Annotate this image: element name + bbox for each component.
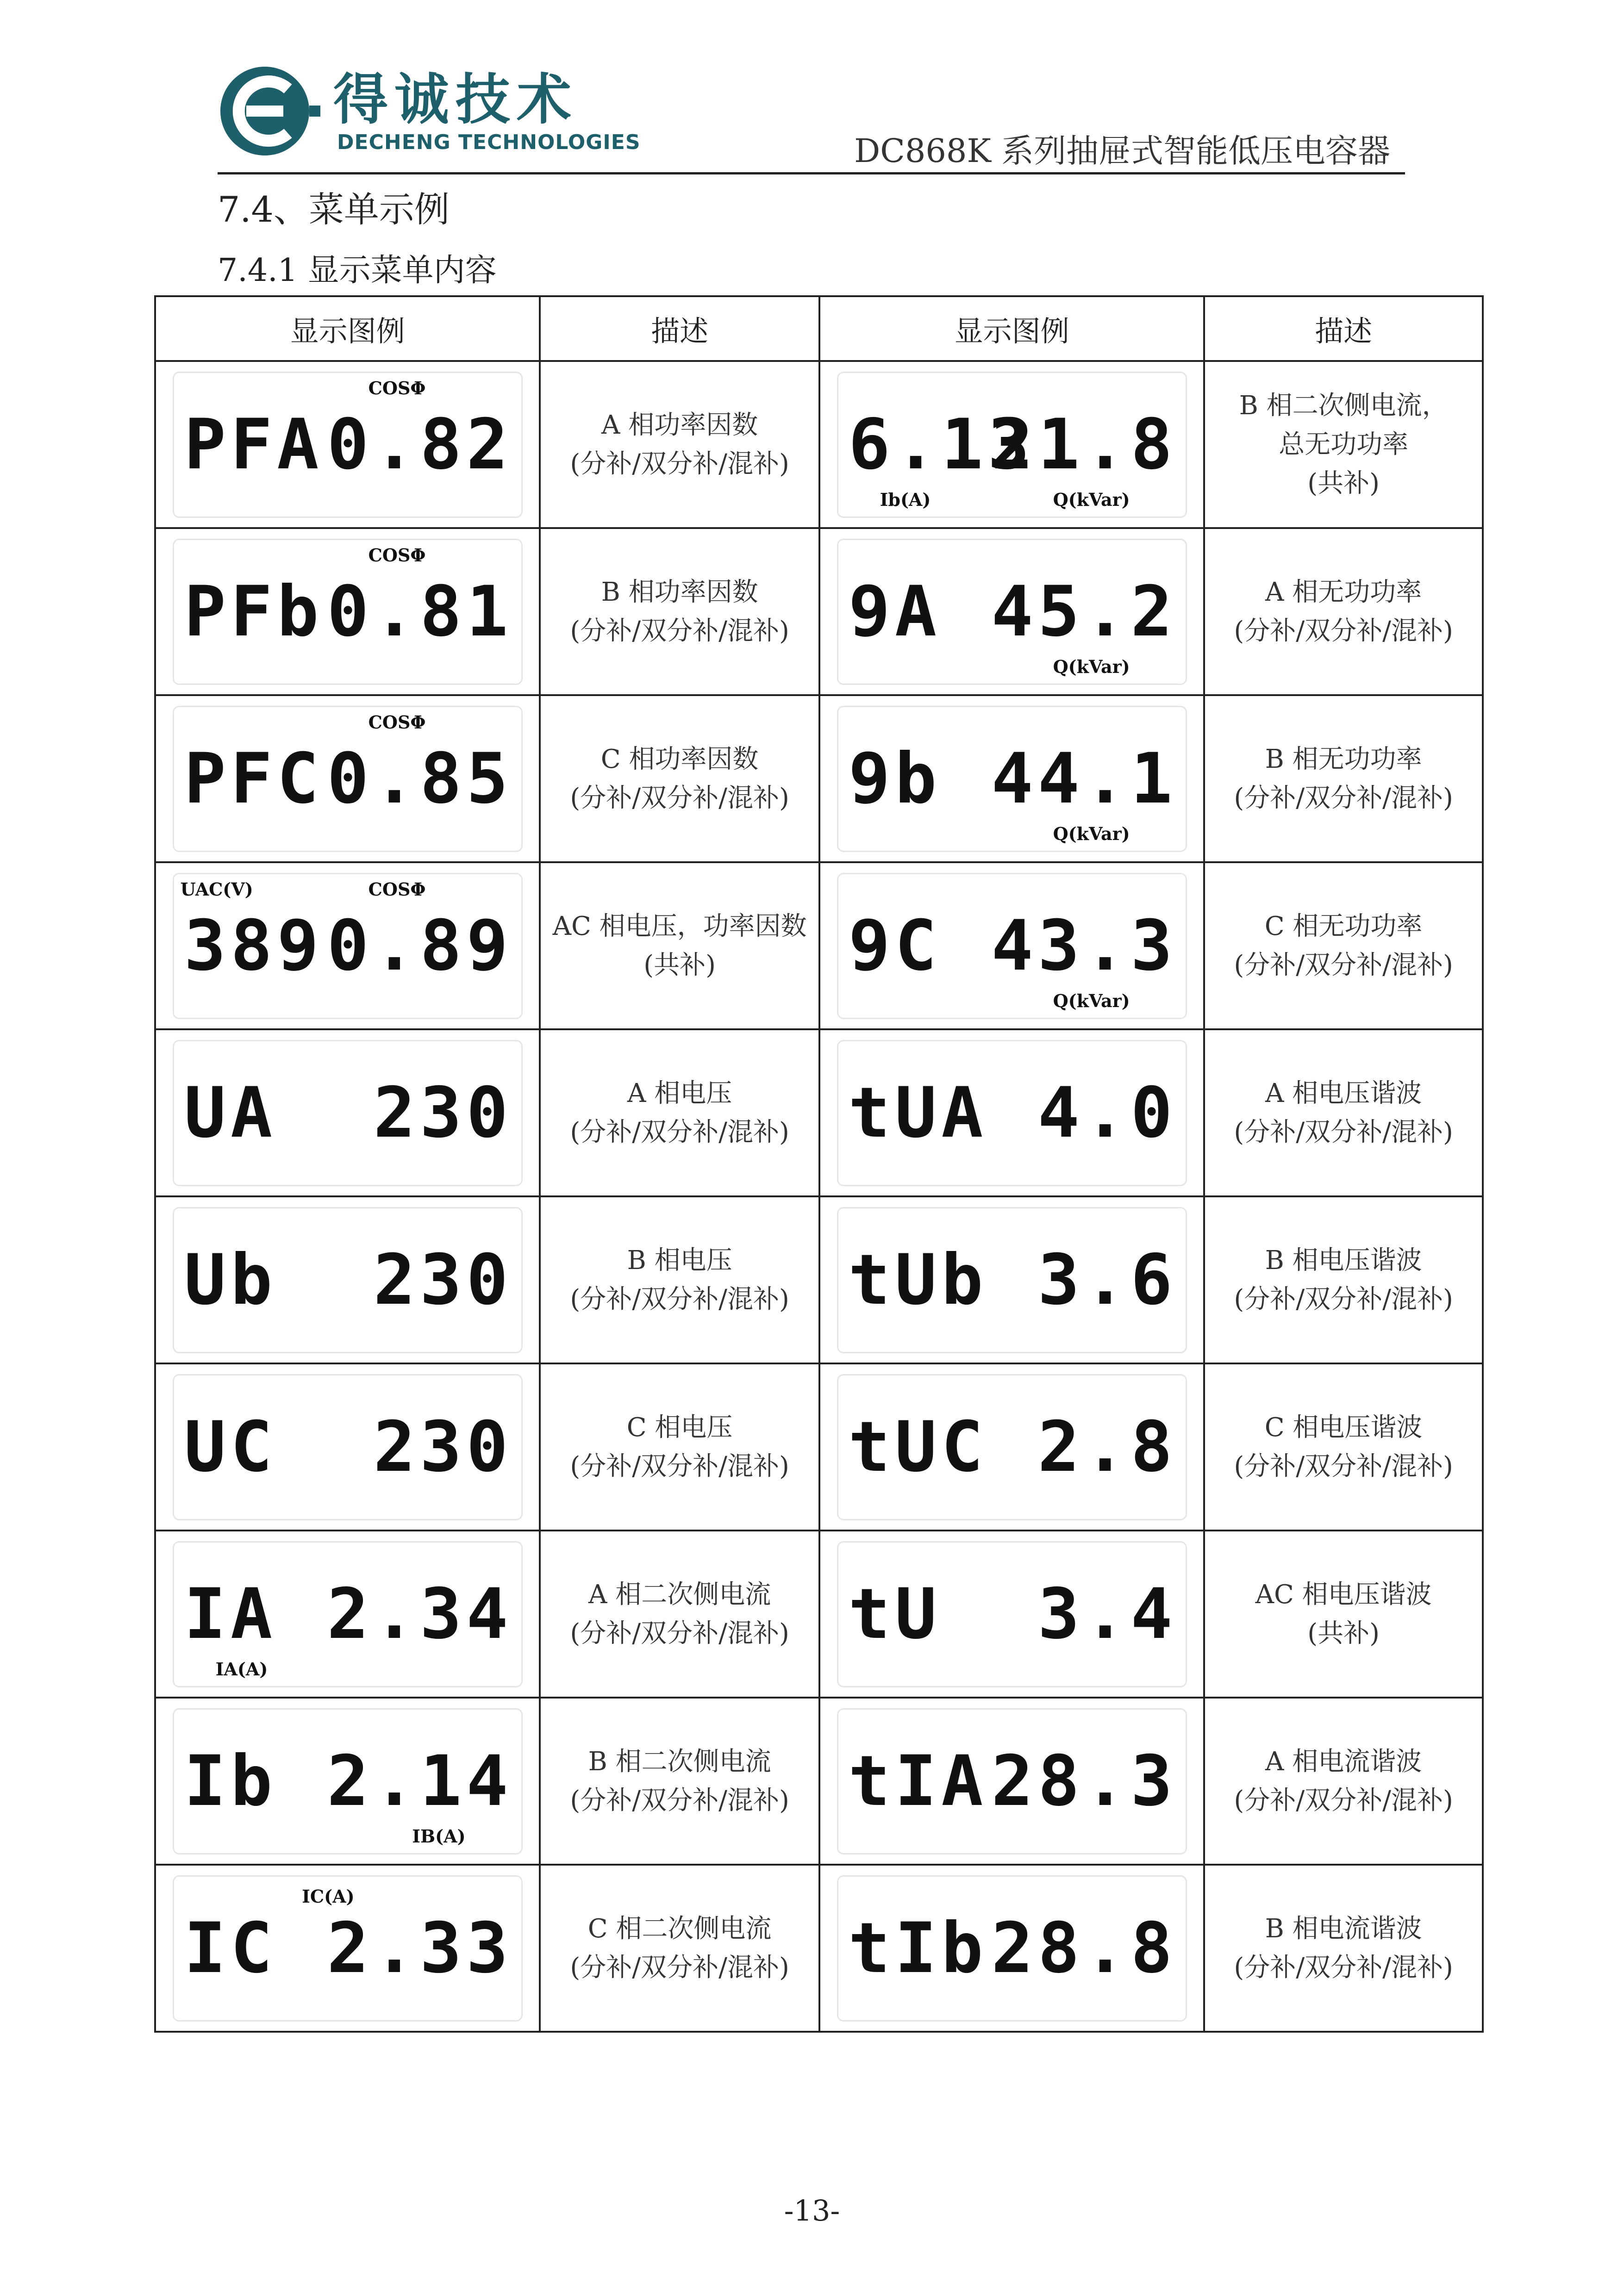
lcd-value: 4.0 (1037, 1072, 1177, 1153)
lcd-display (173, 1875, 523, 2022)
lcd-value: 2.14 (327, 1741, 513, 1822)
lcd-value: 2.33 (327, 1908, 513, 1989)
lcd-value: 230 (373, 1406, 513, 1487)
lcd-value: 0.89 (327, 905, 513, 986)
description-line: A 相电压 (627, 1078, 732, 1108)
display-example-cell (155, 862, 540, 1029)
description-line: A 相功率因数 (601, 410, 758, 440)
description-cell (540, 1531, 819, 1698)
lcd-display (173, 873, 523, 1019)
description-line: B 相二次侧电流， (1239, 390, 1448, 421)
table-row (155, 1698, 1483, 1865)
description-line: (分补/双分补/混补) (1234, 1952, 1453, 1983)
description-cell (1204, 1029, 1483, 1196)
display-example-cell (155, 1865, 540, 2032)
description-cell (540, 1029, 819, 1196)
lcd-code: PFb (184, 571, 324, 652)
table-row (155, 1029, 1483, 1196)
description-line: B 相电压谐波 (1265, 1245, 1422, 1276)
brand-name-en: DECHENG TECHNOLOGIES (337, 131, 641, 154)
lcd-value: 230 (373, 1072, 513, 1153)
description-line: C 相电压谐波 (1264, 1412, 1423, 1443)
document-title: DC868K 系列抽屉式智能低压电容器 (854, 132, 1390, 170)
section-heading: 7.4、菜单示例 (218, 189, 450, 230)
description-line: C 相无功功率 (1264, 911, 1423, 941)
column-header: 显示图例 (819, 296, 1204, 361)
description-cell (540, 528, 819, 695)
lcd-value: 0.81 (327, 571, 513, 652)
description-line: (分补/双分补/混补) (1234, 1284, 1453, 1314)
lcd-display (837, 1374, 1187, 1520)
display-example-cell (155, 1196, 540, 1363)
description-line: (分补/双分补/混补) (570, 1618, 789, 1649)
lcd-display (837, 1708, 1187, 1854)
description-cell (1204, 1363, 1483, 1531)
description-line: (分补/双分补/混补) (570, 1952, 789, 1983)
lcd-code: 6.13 (848, 404, 1034, 485)
description-line: B 相功率因数 (601, 577, 758, 607)
page-number: -13- (784, 2194, 840, 2228)
table-row (155, 1531, 1483, 1698)
lcd-unit-label: COSΦ (368, 377, 426, 398)
description-cell (1204, 862, 1483, 1029)
lcd-unit-label: COSΦ (368, 711, 426, 733)
column-header: 描述 (1204, 296, 1483, 361)
lcd-display (173, 1708, 523, 1854)
description-line: A 相电压谐波 (1265, 1078, 1422, 1108)
lcd-display (173, 539, 523, 685)
lcd-display (837, 1541, 1187, 1687)
lcd-code: tUC (848, 1406, 988, 1487)
display-example-cell (155, 1363, 540, 1531)
display-example-cell (819, 1531, 1204, 1698)
lcd-unit-label: Q(kVar) (1053, 990, 1130, 1011)
description-line: B 相电压 (627, 1245, 732, 1276)
lcd-code: tIb (848, 1908, 988, 1989)
description-line: (共补) (643, 950, 716, 980)
lcd-display (837, 873, 1187, 1019)
display-example-cell (155, 1698, 540, 1865)
display-example-cell (155, 695, 540, 862)
display-example-cell (155, 1029, 540, 1196)
description-line: (分补/双分补/混补) (1234, 1117, 1453, 1147)
description-cell (540, 361, 819, 528)
description-line: A 相无功功率 (1265, 577, 1422, 607)
description-cell (540, 1196, 819, 1363)
description-line: (共补) (1307, 468, 1380, 498)
description-line: (分补/双分补/混补) (1234, 783, 1453, 813)
lcd-value: 230 (373, 1239, 513, 1320)
lcd-code: 389 (184, 905, 324, 986)
table-row (155, 361, 1483, 528)
lcd-display (173, 1374, 523, 1520)
description-cell (540, 1865, 819, 2032)
lcd-display (173, 1040, 523, 1186)
description-line: AC 相电压谐波 (1255, 1579, 1432, 1610)
lcd-value: 3.6 (1037, 1239, 1177, 1320)
description-cell (1204, 1196, 1483, 1363)
display-example-cell (819, 1865, 1204, 2032)
lcd-code: tU (848, 1574, 942, 1655)
lcd-value: 21.8 (991, 404, 1177, 485)
description-cell (1204, 695, 1483, 862)
lcd-display (173, 1541, 523, 1687)
description-line: C 相二次侧电流 (587, 1913, 772, 1944)
lcd-code: tUb (848, 1239, 988, 1320)
lcd-value: 28.8 (991, 1908, 1177, 1989)
description-line: C 相功率因数 (600, 744, 759, 774)
lcd-unit-label: Ib(A) (880, 489, 931, 510)
lcd-value: 44.1 (991, 738, 1177, 819)
lcd-unit-label: Q(kVar) (1053, 823, 1130, 844)
lcd-display (837, 1040, 1187, 1186)
table-header-row (155, 296, 1483, 361)
lcd-value: 45.2 (991, 571, 1177, 652)
lcd-unit-label: UAC(V) (180, 878, 253, 900)
display-example-cell (819, 1196, 1204, 1363)
description-line: (分补/双分补/混补) (1234, 950, 1453, 980)
lcd-value: 2.8 (1037, 1406, 1177, 1487)
lcd-code: 9b (848, 738, 942, 819)
description-cell (540, 695, 819, 862)
description-line: (分补/双分补/混补) (570, 616, 789, 646)
lcd-display (173, 372, 523, 518)
description-line: (分补/双分补/混补) (570, 1284, 789, 1314)
lcd-code: tUA (848, 1072, 988, 1153)
lcd-display (837, 1875, 1187, 2022)
lcd-code: Ub (184, 1239, 277, 1320)
lcd-unit-label: COSΦ (368, 878, 426, 900)
description-line: B 相二次侧电流 (588, 1746, 771, 1777)
table-row (155, 528, 1483, 695)
lcd-code: tIA (848, 1741, 988, 1822)
display-example-cell (819, 528, 1204, 695)
description-line: (共补) (1307, 1618, 1380, 1649)
lcd-display (837, 1207, 1187, 1353)
lcd-code: UA (184, 1072, 277, 1153)
display-example-cell (819, 1698, 1204, 1865)
lcd-unit-label: COSΦ (368, 544, 426, 566)
description-line: B 相无功功率 (1265, 744, 1422, 774)
description-line: (分补/双分补/混补) (1234, 1785, 1453, 1816)
table-row (155, 695, 1483, 862)
description-cell (1204, 528, 1483, 695)
lcd-code: PFA (184, 404, 324, 485)
description-cell (1204, 1698, 1483, 1865)
display-menu-table (154, 295, 1484, 2033)
description-line: A 相二次侧电流 (588, 1579, 771, 1610)
lcd-value: 0.85 (327, 738, 513, 819)
table-row (155, 1363, 1483, 1531)
description-line: C 相电压 (626, 1412, 733, 1443)
display-example-cell (155, 361, 540, 528)
description-line: (分补/双分补/混补) (570, 783, 789, 813)
description-line: 总无功功率 (1279, 429, 1409, 460)
lcd-display (837, 539, 1187, 685)
table-row (155, 1196, 1483, 1363)
lcd-value: 3.4 (1037, 1574, 1177, 1655)
table-row (155, 1865, 1483, 2032)
lcd-unit-label: Q(kVar) (1053, 656, 1130, 677)
lcd-code: IA (184, 1574, 277, 1655)
description-cell (1204, 1865, 1483, 2032)
display-example-cell (819, 1363, 1204, 1531)
lcd-code: 9A (848, 571, 942, 652)
lcd-display (173, 706, 523, 852)
description-line: B 相电流谐波 (1265, 1913, 1422, 1944)
description-cell (540, 1698, 819, 1865)
description-line: (分补/双分补/混补) (1234, 1451, 1453, 1481)
display-example-cell (155, 1531, 540, 1698)
description-cell (1204, 361, 1483, 528)
lcd-code: Ib (184, 1741, 277, 1822)
lcd-value: 2.34 (327, 1574, 513, 1655)
description-cell (540, 862, 819, 1029)
subsection-heading: 7.4.1 显示菜单内容 (218, 252, 497, 289)
lcd-display (837, 372, 1187, 518)
description-line: (分补/双分补/混补) (570, 1117, 789, 1147)
description-line: (分补/双分补/混补) (570, 1785, 789, 1816)
lcd-unit-label: IB(A) (412, 1825, 466, 1847)
description-line: (分补/双分补/混补) (1234, 616, 1453, 646)
header-divider (218, 172, 1405, 174)
display-example-cell (819, 862, 1204, 1029)
company-logo (219, 65, 320, 157)
lcd-unit-label: Q(kVar) (1053, 489, 1130, 510)
lcd-code: UC (184, 1406, 277, 1487)
brand-name-cn: 得诚技术 (333, 68, 578, 131)
description-line: AC 相电压，功率因数 (552, 911, 807, 941)
display-example-cell (819, 361, 1204, 528)
display-example-cell (155, 528, 540, 695)
description-line: (分补/双分补/混补) (570, 448, 789, 479)
lcd-unit-label: IC(A) (302, 1885, 355, 1907)
lcd-value: 0.82 (327, 404, 513, 485)
table-row (155, 862, 1483, 1029)
lcd-code: PFC (184, 738, 324, 819)
lcd-display (173, 1207, 523, 1353)
lcd-code: 9C (848, 905, 942, 986)
description-cell (1204, 1531, 1483, 1698)
lcd-unit-label: IA(A) (215, 1658, 268, 1680)
lcd-code: IC (184, 1908, 277, 1989)
lcd-value: 43.3 (991, 905, 1177, 986)
lcd-display (837, 706, 1187, 852)
description-line: A 相电流谐波 (1265, 1746, 1422, 1777)
display-example-cell (819, 695, 1204, 862)
column-header: 描述 (540, 296, 819, 361)
description-line: (分补/双分补/混补) (570, 1451, 789, 1481)
column-header: 显示图例 (155, 296, 540, 361)
display-example-cell (819, 1029, 1204, 1196)
lcd-value: 28.3 (991, 1741, 1177, 1822)
description-cell (540, 1363, 819, 1531)
